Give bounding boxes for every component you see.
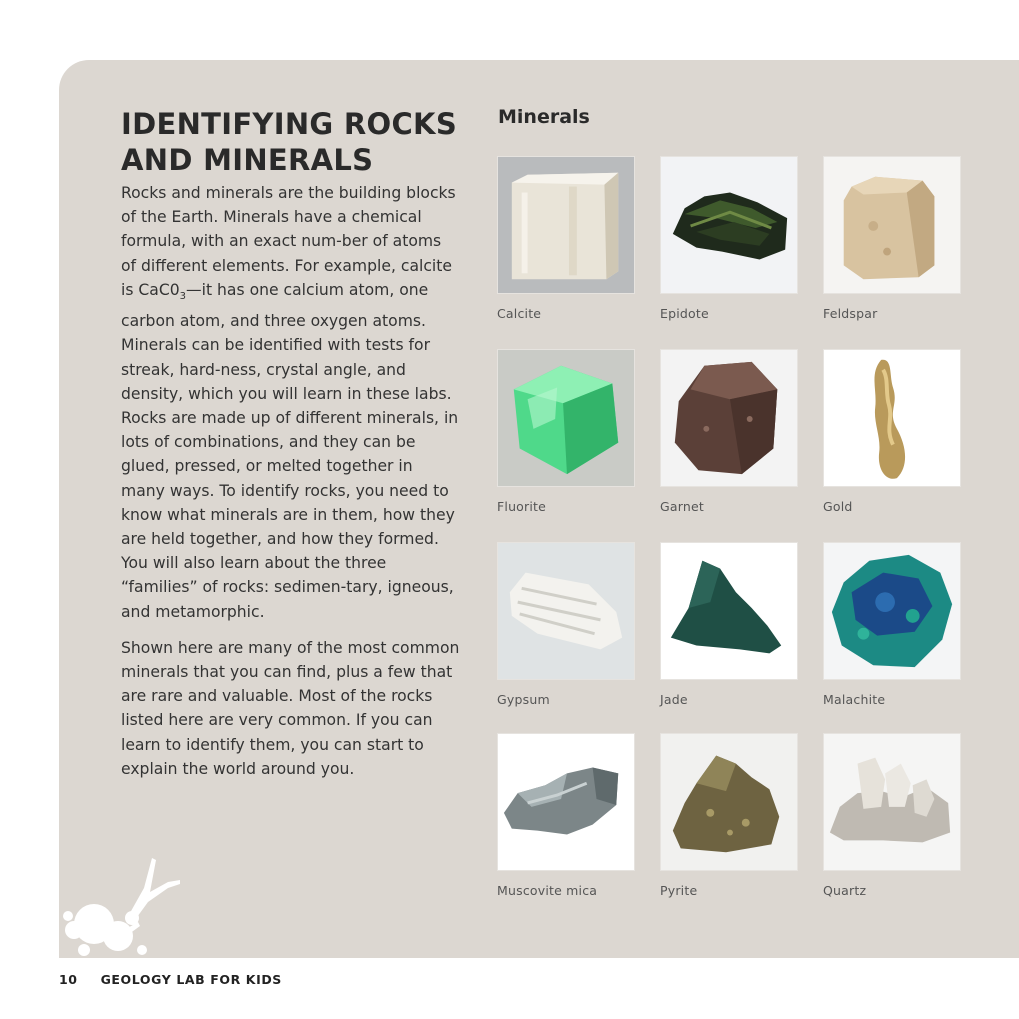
title-line-1: IDENTIFYING ROCKS [121,107,458,141]
mineral-card-gold [823,349,961,514]
page-title [121,106,466,178]
mineral-label: Gold [823,499,853,514]
epidote-image [660,156,798,294]
mineral-card-quartz [823,733,961,898]
mineral-card-malachite [823,542,961,707]
intro-paragraph-2: Shown here are many of the most common minerals that you can find, plus a few that are rare and valuable. Most of the rocks listed here are very common. If you can learn to identify them, you can start to explain the world around you. [121,638,460,778]
page-footer [59,972,282,987]
mineral-label: Feldspar [823,306,878,321]
mineral-card-garnet [660,349,798,514]
mineral-card-calcite [497,156,635,321]
gold-image [823,349,961,487]
pyrite-image [660,733,798,871]
feldspar-image [823,156,961,294]
title-line-2: AND MINERALS [121,143,374,177]
garnet-image [660,349,798,487]
mineral-label: Pyrite [660,883,698,898]
muscovite-image [497,733,635,871]
minerals-heading: Minerals [498,106,590,128]
mineral-label: Gypsum [497,692,550,707]
minerals-grid [497,156,967,906]
decorative-splat-graphic [56,858,186,960]
mineral-label: Jade [660,692,688,707]
page-number: 10 [59,972,78,987]
mineral-label: Epidote [660,306,709,321]
jade-image [660,542,798,680]
mineral-card-muscovite [497,733,635,898]
mineral-label: Garnet [660,499,704,514]
book-title: GEOLOGY LAB FOR KIDS [100,972,282,987]
intro-paragraph-1: Rocks and minerals are the building blocks of the Earth. Minerals have a chemical formula, with an exact num-ber of atoms of different elements. For example, calcite is $CaC0_3—it$ has one calcium atom, one carbon atom, and three oxygen atoms. Minerals can be identified with tests for streak, hard-ness, crystal angle, and density, which you will learn in these labs. Rocks are made up of different minerals, in lots of combinations, and they can be glued, pressed, or melted together in many ways. To identify rocks, you need to know what minerals are in them, how they are held together, and how they formed. You will also learn about the three “families” of rocks: sedimen-tary, igneous, and metamorphic. [121,184,459,621]
malachite-image [823,542,961,680]
mineral-label: Calcite [497,306,542,321]
mineral-card-pyrite [660,733,798,898]
mineral-card-gypsum [497,542,635,707]
mineral-card-jade [660,542,798,707]
mineral-card-fluorite [497,349,635,514]
quartz-image [823,733,961,871]
mineral-label: Malachite [823,692,886,707]
mineral-label: Muscovite mica [497,883,598,898]
calcite-image [497,156,635,294]
formula-subscript: 3 [179,290,187,302]
mineral-card-epidote [660,156,798,321]
fluorite-image [497,349,635,487]
mineral-label: Quartz [823,883,867,898]
intro-text [121,181,461,793]
mineral-label: Fluorite [497,499,547,514]
mineral-card-feldspar [823,156,961,321]
gypsum-image [497,542,635,680]
